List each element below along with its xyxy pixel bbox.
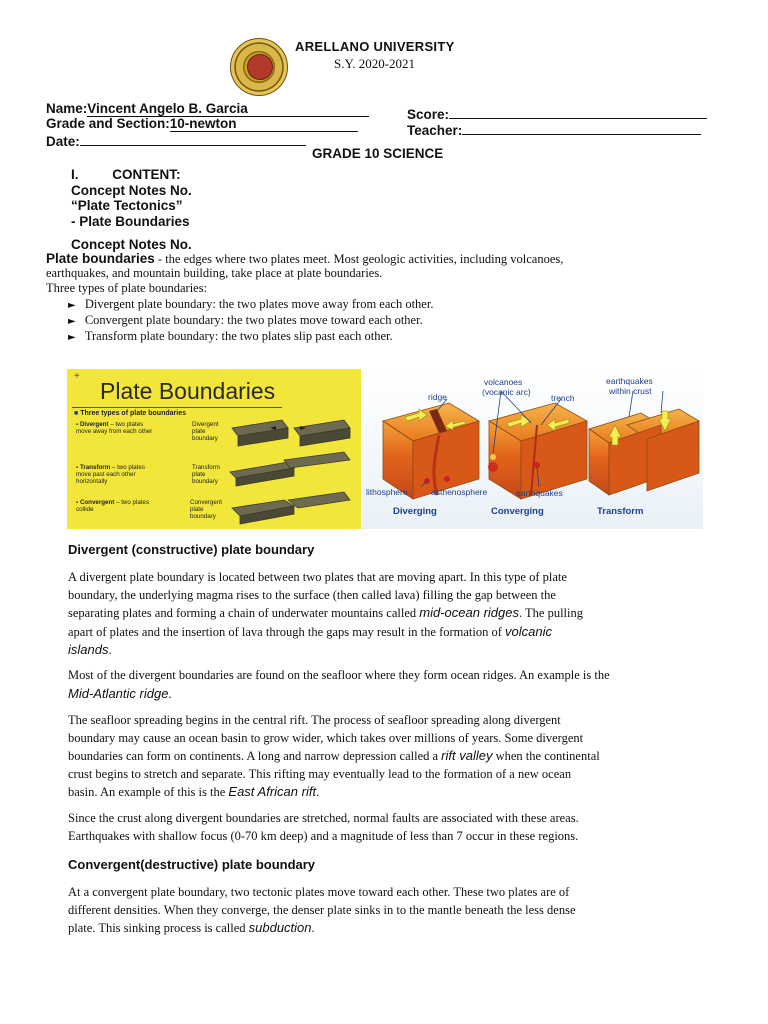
- definition-line-1: Plate boundaries - the edges where two plates meet. Most geologic activities, including volcanoes,: [46, 251, 564, 266]
- label-lithosphere: lithosphere: [366, 487, 408, 497]
- label-ridge: ridge: [428, 392, 447, 402]
- label-volcanoes: volcanoes: [484, 377, 523, 387]
- convergent-heading: Convergent(destructive) plate boundary: [68, 857, 316, 872]
- name-value[interactable]: Vincent Angelo B. Garcia: [87, 101, 369, 117]
- figure-item-transform: ▪ Transform – two plates move past each other horizontally: [76, 464, 145, 485]
- university-name: ARELLANO UNIVERSITY: [295, 39, 455, 54]
- bullet-icon: ►: [68, 332, 76, 343]
- type-list-item: ► Divergent plate boundary: the two plates move away from each other.: [68, 297, 434, 311]
- label-earthquakes-crust: earthquakes: [606, 376, 653, 386]
- divergent-paragraph-1: A divergent plate boundary is located between two plates that are moving apart. In this type of plate boundary, the underlying magma rises to the surface (then called lava) filling the gap between the separating plates and forming a chain of underwater mountains called mid-ocean ridges. The pulling apart of plates and the insertion of lava through the gaps may result in the formation of volcanic islands.: [68, 570, 583, 658]
- label-earthquakes: earthquakes: [516, 488, 563, 498]
- boundary-slabs-illustration: [228, 414, 356, 526]
- school-year: S.Y. 2020-2021: [334, 56, 416, 71]
- divergent-heading: Divergent (constructive) plate boundary: [68, 542, 315, 557]
- plus-glyph: +: [74, 371, 80, 382]
- roman-numeral: I.: [71, 167, 79, 182]
- caption-transform: Transform: [597, 506, 644, 517]
- divergent-paragraph-3: The seafloor spreading begins in the central rift. The process of seafloor spreading along divergent boundary may cause an ocean basin to grow wider, which takes over millions of years. Some divergent boundaries can form on continents. A long and narrow depression called a rift valley when the continental crust begins to stretch and separate. This rifting may eventually lead to the formation of a new ocean basin. An example of this is the East African rift.: [68, 713, 600, 800]
- caption-converging: Converging: [491, 506, 544, 517]
- figure-subtitle: ■ Three types of plate boundaries: [74, 410, 186, 417]
- content-heading: [71, 167, 181, 182]
- figure-item-convergent: ▪ Convergent – two plates collide: [76, 499, 150, 513]
- subtopic-title: - Plate Boundaries: [71, 214, 190, 229]
- name-row: [46, 101, 369, 117]
- subject-title: GRADE 10 SCIENCE: [312, 146, 444, 161]
- figure-title-rule: [72, 407, 282, 408]
- types-intro: Three types of plate boundaries:: [46, 281, 208, 295]
- figure-tag-convergent: Convergent plate boundary: [190, 499, 222, 520]
- type-list-item: ► Convergent plate boundary: the two plates move toward each other.: [68, 313, 423, 327]
- name-label: Name:: [46, 101, 88, 116]
- concept-notes-label: Concept Notes No.: [71, 183, 192, 198]
- label-volcanic-arc: (vocanic arc): [482, 387, 531, 397]
- label-within-crust: within crust: [609, 386, 652, 396]
- figure-item-divergent: ▪ Divergent – two plates move away from each other: [76, 421, 153, 435]
- figure-title: Plate Boundaries: [100, 378, 276, 404]
- divergent-paragraph-2: Most of the divergent boundaries are found on the seafloor where they form ocean ridges. An example is the Mid-Atlantic ridge.: [68, 668, 610, 701]
- score-field[interactable]: [449, 104, 707, 119]
- content-label: CONTENT:: [112, 167, 181, 182]
- definition-term: Plate boundaries: [46, 251, 155, 266]
- grade-label: Grade and Section:: [46, 116, 170, 131]
- teacher-label: Teacher:: [407, 123, 463, 138]
- bullet-icon: ►: [68, 316, 76, 327]
- score-label: Score:: [407, 107, 450, 122]
- label-asthenosphere: asthenosphere: [431, 487, 488, 497]
- teacher-field[interactable]: [462, 120, 701, 135]
- bullet-icon: ►: [68, 300, 76, 311]
- topic-title: “Plate Tectonics”: [71, 198, 183, 213]
- definition-line-2: earthquakes, and mountain building, take place at plate boundaries.: [46, 266, 383, 280]
- convergent-paragraph-1: At a convergent plate boundary, two tectonic plates move toward each other. These two plates are of different densities. When they converge, the denser plate sinks in to the mantle beneath the less dense plate. This sinking process is called subduction.: [68, 885, 576, 936]
- concept-notes-label-2: Concept Notes No.: [71, 237, 192, 252]
- university-seal-logo: [230, 38, 288, 96]
- teacher-row: [407, 120, 701, 138]
- figure-tag-divergent: Divergent plate boundary: [192, 421, 219, 442]
- divergent-paragraph-4: Since the crust along divergent boundaries are stretched, normal faults are associated with these areas. Earthquakes with shallow focus (0-70 km deep) and a magnitude of less than 7 occur in these regions.: [68, 811, 579, 843]
- figure-tag-transform: Transform plate boundary: [192, 464, 220, 485]
- caption-diverging: Diverging: [393, 506, 437, 517]
- grade-value[interactable]: 10-newton: [170, 116, 358, 132]
- grade-row: [46, 116, 358, 132]
- date-label: Date:: [46, 134, 80, 149]
- type-list-item: ► Transform plate boundary: the two plates slip past each other.: [68, 329, 393, 343]
- label-trench: trench: [551, 393, 575, 403]
- date-field[interactable]: [80, 131, 306, 146]
- date-row: [46, 131, 306, 149]
